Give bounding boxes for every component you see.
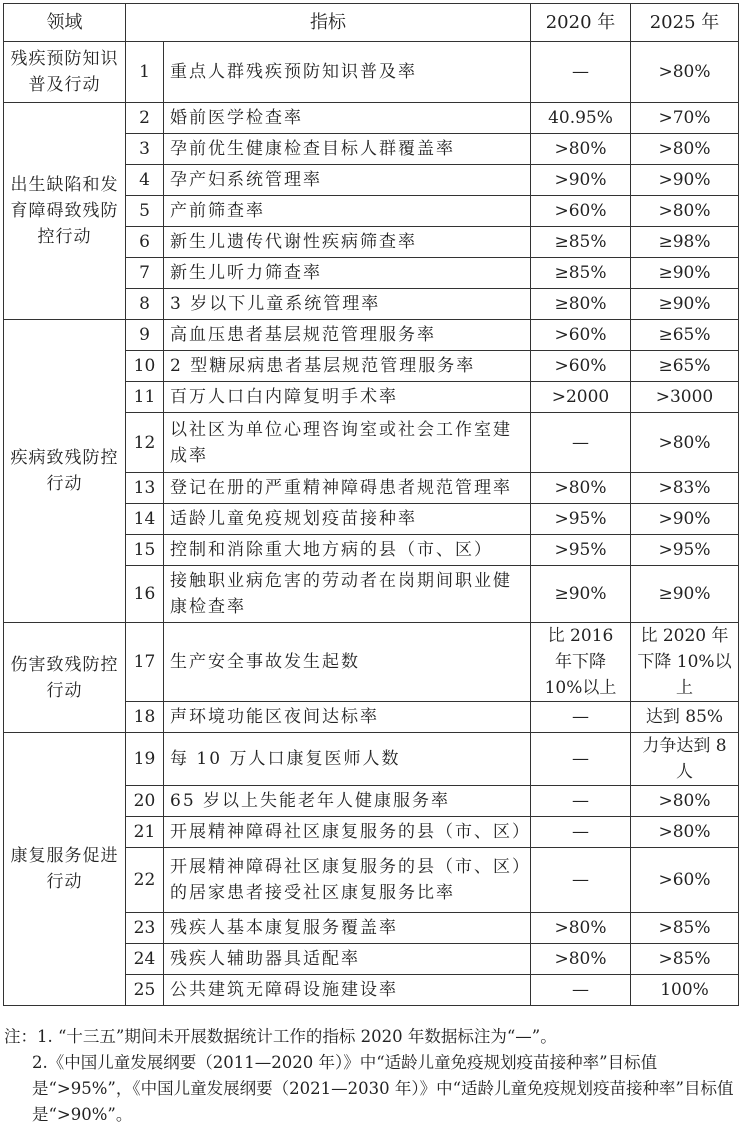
value-2020: >80% [531,473,631,504]
value-2025: >80% [631,817,739,848]
value-2020: >80% [531,913,631,944]
value-2020: — [531,42,631,103]
indicator-cell: 以社区为单位心理咨询室或社会工作室建成率 [164,413,531,473]
value-2025: >85% [631,913,739,944]
value-2025: ≥65% [631,320,739,351]
row-number: 8 [126,289,164,320]
indicator-cell: 65 岁以上失能老年人健康服务率 [164,786,531,817]
indicator-cell: 3 岁以下儿童系统管理率 [164,289,531,320]
value-2025: 100% [631,975,739,1006]
indicator-cell: 新生儿听力筛查率 [164,258,531,289]
indicator-cell: 孕产妇系统管理率 [164,165,531,196]
row-number: 13 [126,473,164,504]
indicator-cell: 残疾人辅助器具适配率 [164,944,531,975]
row-number: 16 [126,566,164,623]
value-2025: >83% [631,473,739,504]
value-2025: >80% [631,42,739,103]
row-number: 21 [126,817,164,848]
indicator-cell: 2 型糖尿病患者基层规范管理服务率 [164,351,531,382]
value-2025: >95% [631,535,739,566]
value-2020: >95% [531,504,631,535]
header-2020: 2020 年 [531,4,631,42]
row-number: 7 [126,258,164,289]
row-number: 2 [126,103,164,134]
table-row [4,320,739,351]
row-number: 19 [126,733,164,786]
value-2020: >80% [531,944,631,975]
row-number: 4 [126,165,164,196]
row-number: 5 [126,196,164,227]
value-2020: — [531,817,631,848]
indicator-cell: 重点人群残疾预防知识普及率 [164,42,531,103]
value-2025: ≥98% [631,227,739,258]
row-number: 22 [126,848,164,913]
value-2020: ≥85% [531,258,631,289]
row-number: 15 [126,535,164,566]
value-2020: >2000 [531,382,631,413]
indicator-cell: 控制和消除重大地方病的县（市、区） [164,535,531,566]
indicator-cell: 登记在册的严重精神障碍患者规范管理率 [164,473,531,504]
indicator-cell: 声环境功能区夜间达标率 [164,702,531,733]
row-number: 12 [126,413,164,473]
row-number: 11 [126,382,164,413]
value-2025: >60% [631,848,739,913]
indicator-cell: 产前筛查率 [164,196,531,227]
row-number: 17 [126,623,164,702]
note-1: 注：1. “十三五”期间未开展数据统计工作的指标 2020 年数据标注为“—”。 [4,1027,557,1046]
value-2025: 达到 85% [631,702,739,733]
indicator-cell: 孕前优生健康检查目标人群覆盖率 [164,134,531,165]
value-2025: >80% [631,196,739,227]
row-number: 18 [126,702,164,733]
value-2020: — [531,786,631,817]
domain-cell: 伤害致残防控行动 [4,623,126,733]
indicator-cell: 适龄儿童免疫规划疫苗接种率 [164,504,531,535]
row-number: 9 [126,320,164,351]
row-number: 25 [126,975,164,1006]
value-2025: >90% [631,165,739,196]
value-2020: 比 2016 年下降 10%以上 [531,623,631,702]
value-2025: 比 2020 年下降 10%以上 [631,623,739,702]
value-2020: >80% [531,134,631,165]
row-number: 14 [126,504,164,535]
value-2025: >70% [631,103,739,134]
indicator-cell: 公共建筑无障碍设施建设率 [164,975,531,1006]
value-2025: >3000 [631,382,739,413]
value-2020: ≥80% [531,289,631,320]
value-2025: >80% [631,134,739,165]
domain-cell: 康复服务促进行动 [4,733,126,1006]
indicator-table [3,3,739,1006]
domain-cell: 残疾预防知识普及行动 [4,42,126,103]
value-2020: >95% [531,535,631,566]
row-number: 23 [126,913,164,944]
value-2025: ≥90% [631,289,739,320]
row-number: 6 [126,227,164,258]
value-2020: — [531,413,631,473]
value-2025: >80% [631,786,739,817]
row-number: 24 [126,944,164,975]
value-2020: ≥85% [531,227,631,258]
indicator-cell: 残疾人基本康复服务覆盖率 [164,913,531,944]
value-2025: >80% [631,413,739,473]
value-2020: — [531,848,631,913]
value-2020: >60% [531,196,631,227]
value-2020: >60% [531,320,631,351]
table-row [4,623,739,702]
table-row [4,42,739,103]
indicator-cell: 接触职业病危害的劳动者在岗期间职业健康检查率 [164,566,531,623]
value-2025: ≥90% [631,258,739,289]
value-2025: 力争达到 8 人 [631,733,739,786]
indicator-cell: 生产安全事故发生起数 [164,623,531,702]
value-2020: — [531,975,631,1006]
table-row [4,733,739,786]
header-row [4,4,739,42]
domain-cell: 疾病致残防控行动 [4,320,126,623]
indicator-cell: 每 10 万人口康复医师人数 [164,733,531,786]
header-indicator: 指标 [126,4,531,42]
notes [4,1024,739,1128]
value-2025: ≥65% [631,351,739,382]
value-2020: — [531,733,631,786]
value-2020: >90% [531,165,631,196]
value-2025: >85% [631,944,739,975]
indicator-cell: 开展精神障碍社区康复服务的县（市、区） [164,817,531,848]
value-2025: ≥90% [631,566,739,623]
value-2020: ≥90% [531,566,631,623]
row-number: 1 [126,42,164,103]
value-2025: >90% [631,504,739,535]
row-number: 10 [126,351,164,382]
indicator-cell: 新生儿遗传代谢性疾病筛查率 [164,227,531,258]
note-2: 2.《中国儿童发展纲要（2011—2020 年）》中“适龄儿童免疫规划疫苗接种率”目标值是“>95%”，《中国儿童发展纲要（2021—2030 年）》中“适龄儿童免疫规划疫苗接种率”目标值是“>90%”。 [32,1053,734,1124]
domain-cell: 出生缺陷和发育障碍致残防控行动 [4,103,126,320]
table-row [4,103,739,134]
row-number: 3 [126,134,164,165]
value-2020: 40.95% [531,103,631,134]
indicator-cell: 高血压患者基层规范管理服务率 [164,320,531,351]
header-domain: 领域 [4,4,126,42]
row-number: 20 [126,786,164,817]
indicator-cell: 婚前医学检查率 [164,103,531,134]
indicator-cell: 开展精神障碍社区康复服务的县（市、区）的居家患者接受社区康复服务比率 [164,848,531,913]
indicator-cell: 百万人口白内障复明手术率 [164,382,531,413]
value-2020: >60% [531,351,631,382]
value-2020: — [531,702,631,733]
header-2025: 2025 年 [631,4,739,42]
